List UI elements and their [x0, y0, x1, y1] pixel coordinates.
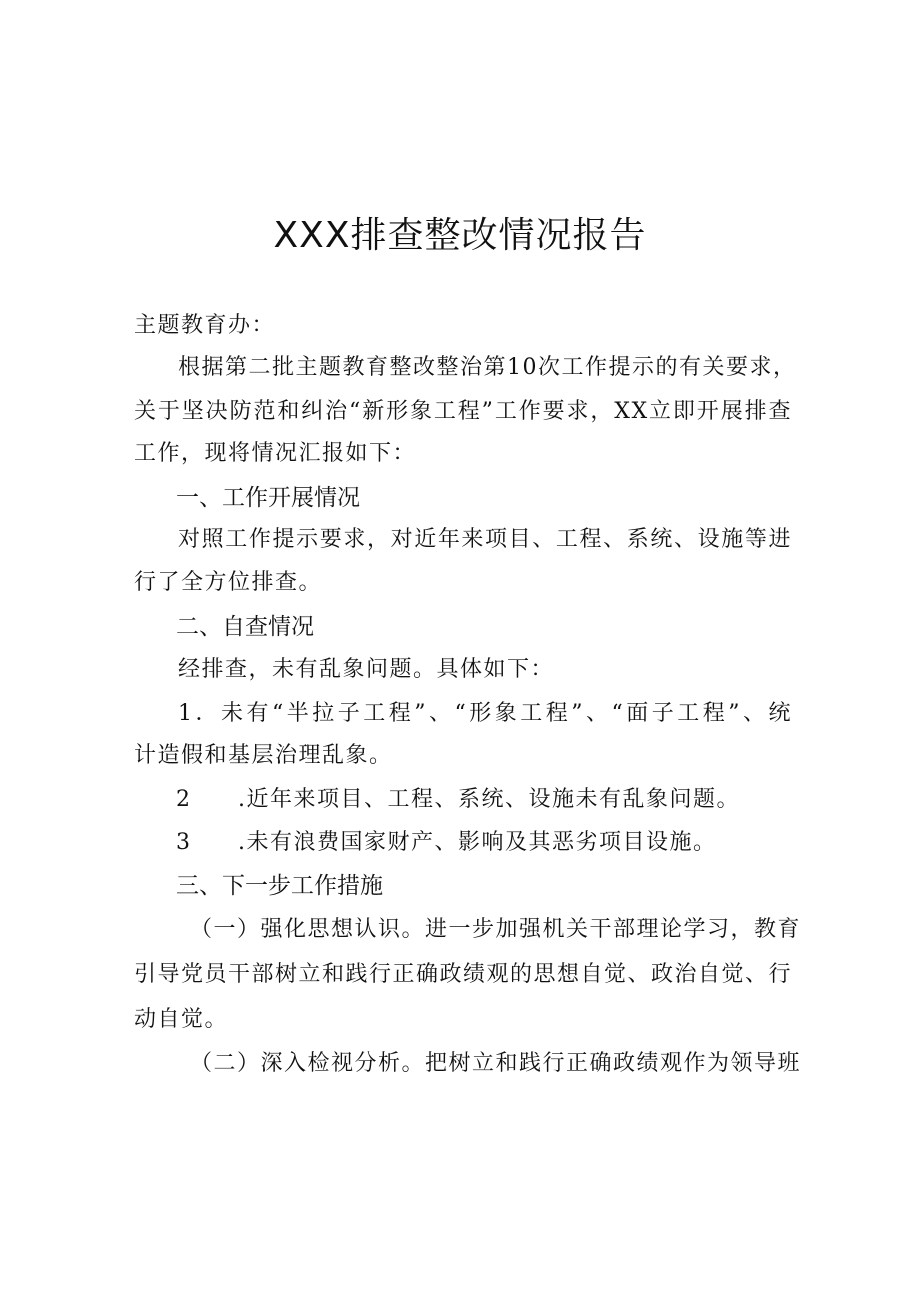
- section-heading-3: 三、下一步工作措施: [176, 873, 383, 899]
- section3-p1-line-1: （一）强化思想认识。进一步加强机关干部理论学习，教育: [190, 917, 802, 942]
- section3-p2-line-1: （二）深入检视分析。把树立和践行正确政绩观作为领导班: [190, 1051, 802, 1076]
- list-item-1-line-2: 计造假和基层治理乱象。: [134, 743, 393, 768]
- list-item-2-text: .近年来项目、工程、系统、设施未有乱象问题。: [238, 787, 740, 812]
- intro-line-3: 工作，现将情况汇报如下：: [134, 441, 417, 466]
- page-title: XXX排查整改情况报告: [273, 215, 647, 256]
- section3-p1-line-2: 引导党员干部树立和践行正确政绩观的思想自觉、政治自觉、行: [134, 962, 793, 987]
- section1-line-2: 行了全方位排查。: [134, 570, 323, 595]
- section3-p1-line-3: 动自觉。: [134, 1007, 229, 1032]
- section1-line-1: 对照工作提示要求，对近年来项目、工程、系统、设施等进: [178, 527, 792, 552]
- section-heading-1: 一、工作开展情况: [176, 485, 360, 511]
- section2-line-1: 经排查，未有乱象问题。具体如下：: [178, 657, 555, 682]
- list-item-2-number: 2: [176, 787, 192, 812]
- intro-line-2: 关于坚决防范和纠治“新形象工程”工作要求，XX立即开展排查: [134, 399, 792, 424]
- list-item-3-number: 3: [176, 830, 192, 855]
- list-item-3-text: .未有浪费国家财产、影响及其恶劣项目设施。: [238, 830, 717, 855]
- list-item-1-line-1: 1．未有“半拉子工程”、“形象工程”、“面子工程”、统: [178, 701, 792, 726]
- salutation: 主题教育办：: [134, 313, 276, 338]
- intro-line-1: 根据第二批主题教育整改整治第10次工作提示的有关要求，: [178, 355, 797, 380]
- section-heading-2: 二、自查情况: [176, 614, 314, 640]
